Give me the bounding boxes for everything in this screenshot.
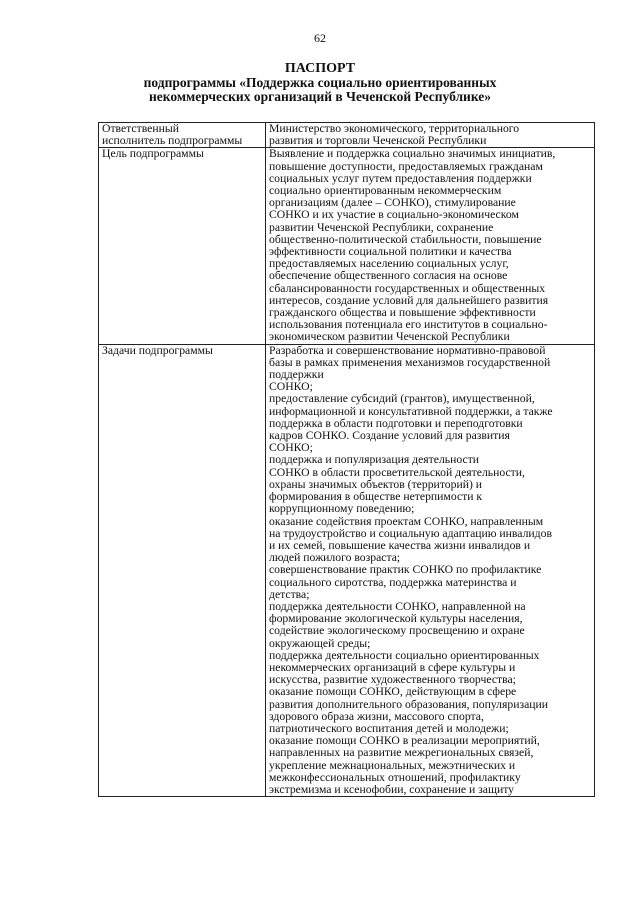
row-value-line: оказание содействия проектам СОНКО, направленным [269, 514, 544, 528]
row-value-line: гражданского общества и повышение эффективности [269, 306, 536, 320]
passport-table [98, 122, 595, 797]
table-row [99, 123, 595, 148]
row-value-line: некоммерческих организаций в сфере культуры и [269, 660, 516, 674]
row-value-cell [266, 344, 595, 797]
row-value-line: развитии Чеченской Республики, сохранение [269, 220, 494, 234]
document-title [60, 61, 580, 104]
row-value-line: поддержка и популяризация деятельности [269, 453, 480, 467]
row-value-line: общественно-политической стабильности, повышение [269, 232, 542, 246]
row-value-line: охраны значимых объектов (территорий) и [269, 477, 483, 491]
row-value-line: оказание помощи СОНКО в реализации мероприятий, [269, 734, 540, 748]
row-value-line: патриотического воспитания детей и молодежи; [269, 721, 509, 735]
row-value-line: оказание помощи СОНКО, действующим в сфере [269, 685, 517, 699]
row-label-line: Ответственный [102, 122, 179, 135]
row-value-line: совершенствование практик СОНКО по профилактике [269, 563, 542, 577]
row-value-line: окружающей среды; [269, 636, 371, 650]
row-value-line: социально ориентированным некоммерческим [269, 184, 502, 198]
row-label-line: Цель подпрограммы [102, 147, 204, 161]
row-value-line: СОНКО; [269, 380, 313, 394]
row-label-line: Задачи подпрограммы [102, 343, 213, 357]
row-label-line: исполнитель подпрограммы [102, 134, 243, 148]
row-value-line: сбалансированности государственных и общественных [269, 281, 546, 295]
row-value-line: кадров СОНКО. Создание условий для развития [269, 429, 510, 443]
row-value-line: и их семей, повышение качества жизни инвалидов и [269, 538, 531, 552]
row-label-cell [99, 344, 266, 797]
row-value-line: базы в рамках применения механизмов государственной [269, 355, 551, 369]
row-value-line: содействие экологическому просвещению и охране [269, 624, 525, 638]
row-value-cell [266, 123, 595, 148]
row-value-line: здорового образа жизни, массового спорта, [269, 709, 484, 723]
row-value-line: повышение доступности, предоставляемых гражданам [269, 159, 543, 173]
row-value-line: экстремизма и ксенофобии, сохранение и защиту [269, 782, 515, 796]
row-value-line: СОНКО; [269, 441, 313, 455]
row-value-line: искусства, развитие художественного творчества; [269, 673, 516, 687]
table-row [99, 344, 595, 797]
row-value-line: поддержка деятельности СОНКО, направленной на [269, 599, 526, 613]
row-value-line: Министерство экономического, территориального [269, 122, 520, 135]
title-line: некоммерческих организаций в Чеченской Республике» [148, 89, 492, 104]
row-value-line: формирования в обществе нетерпимости к [269, 490, 483, 504]
row-value-line: предоставление субсидий (грантов), имущественной, [269, 392, 535, 406]
row-value-line: детства; [269, 587, 310, 601]
row-value-line: поддержки [269, 368, 324, 382]
row-value-line: развития и торговли Чеченской Республики [269, 134, 487, 148]
row-value-cell [266, 148, 595, 344]
row-value-line: интересов, создание условий для дальнейшего развития [269, 293, 549, 307]
row-value-line: СОНКО и их участие в социально-экономическом [269, 208, 519, 222]
title-main: ПАСПОРТ [284, 61, 356, 76]
row-label-cell [99, 148, 266, 344]
row-value-line: экономическом развитии Чеченской Республики [269, 330, 510, 344]
row-value-line: укрепление межнациональных, межэтнических и [269, 758, 516, 772]
row-value-line: поддержка в области подготовки и переподготовки [269, 416, 523, 430]
page-number: 62 [314, 31, 326, 45]
title-line: подпрограммы «Поддержка социально ориентированных [143, 75, 497, 90]
row-label-cell [99, 123, 266, 148]
row-value-line: межконфессиональных отношений, профилактику [269, 770, 521, 784]
row-value-line: коррупционному поведению; [269, 502, 415, 516]
row-value-line: социального сиротства, поддержка материнства и [269, 575, 517, 589]
row-value-line: формирование экологической культуры населения, [269, 612, 523, 626]
row-value-line: организациям (далее – СОНКО), стимулирование [269, 196, 516, 210]
row-value-line: Разработка и совершенствование нормативно-правовой [269, 343, 546, 357]
row-value-line: СОНКО в области просветительской деятельности, [269, 465, 525, 479]
row-value-line: Выявление и поддержка социально значимых инициатив, [269, 147, 556, 161]
row-value-line: развития дополнительного образования, популяризации [269, 697, 549, 711]
row-value-line: использования потенциала его институтов в социально- [269, 318, 548, 332]
row-value-line: поддержка деятельности социально ориентированных [269, 648, 540, 662]
row-value-line: обеспечение общественного согласия на основе [269, 269, 508, 283]
table-row [99, 148, 595, 344]
row-value-line: социальных услуг путем предоставления поддержки [269, 171, 532, 185]
row-value-line: на трудоустройство и социальную адаптацию инвалидов [269, 526, 552, 540]
row-value-line: эффективности социальной политики и качества [269, 245, 512, 259]
row-value-line: информационной и консультативной поддержки, а также [269, 404, 553, 418]
row-value-line: направленных на развитие межрегиональных связей, [269, 746, 534, 760]
row-value-line: предоставляемых населению социальных услуг, [269, 257, 509, 271]
row-value-line: людей пожилого возраста; [269, 551, 401, 565]
